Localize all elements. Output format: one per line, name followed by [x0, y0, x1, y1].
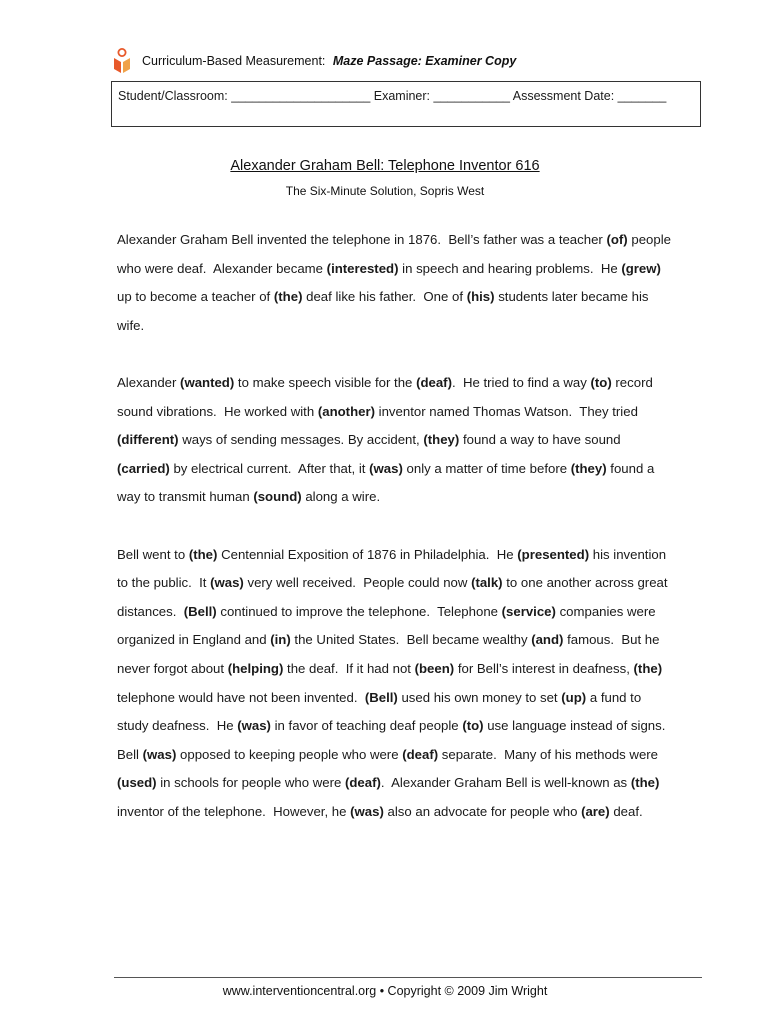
- passage-text: a fund to study deafness. He: [117, 689, 642, 734]
- maze-passage: [117, 226, 717, 855]
- passage-text: . He tried to find a way: [451, 374, 591, 390]
- maze-answer: (carried): [117, 460, 170, 476]
- maze-answer: (was): [142, 746, 177, 762]
- passage-text: people who were deaf. Alexander became: [117, 232, 671, 276]
- passage-text: in favor of teaching deaf people: [270, 718, 463, 734]
- passage-text: found a way to have sound: [462, 432, 621, 448]
- header-title: Maze Passage: Examiner Copy: [332, 54, 517, 68]
- passage-text: in schools for people who were: [156, 775, 345, 791]
- maze-answer: (interested): [326, 260, 399, 276]
- header-text: [142, 54, 516, 68]
- passage-text: Centennial Exposition of 1876 in Philadelphia. He: [217, 546, 518, 562]
- maze-answer: (was): [350, 803, 384, 819]
- maze-answer: (Bell): [183, 603, 217, 619]
- passage-text: . Alexander Graham Bell is well-known as: [380, 775, 631, 791]
- passage-text: very well received. People could now: [243, 575, 472, 591]
- passage-text: to make speech visible for the: [234, 374, 417, 390]
- maze-answer: (deaf): [416, 374, 452, 390]
- maze-answer: (Bell): [364, 689, 398, 705]
- passage-text: found a way to transmit human: [117, 460, 655, 505]
- maze-answer: (wanted): [180, 374, 235, 390]
- passage-text: opposed to keeping people who were: [176, 746, 403, 762]
- passage-text: inventor named Thomas Watson. They tried: [378, 403, 638, 419]
- passage-text: his invention to the public. It: [117, 546, 667, 591]
- maze-answer: (are): [581, 803, 610, 819]
- maze-answer: (to): [462, 718, 484, 734]
- passage-text: famous. But he never forgot about: [117, 632, 660, 676]
- footer-copyright: www.interventioncentral.org • Copyright © 2009 Jim Wright: [222, 984, 548, 998]
- passage-text: use language instead of signs. Bell: [117, 718, 666, 762]
- passage-paragraph: [117, 541, 717, 827]
- passage-text: along a wire.: [301, 489, 381, 505]
- maze-answer: (sound): [253, 489, 302, 505]
- passage-text: inventor of the telephone. However, he: [117, 803, 347, 819]
- passage-text: up to become a teacher of: [117, 289, 271, 305]
- maze-answer: (deaf): [344, 775, 381, 791]
- maze-answer: (was): [369, 460, 403, 476]
- student-info-box: Student/Classroom: ____________________ Examiner: ___________ Assessment Date: _______: [111, 81, 701, 127]
- passage-text: used his own money to set: [397, 689, 562, 705]
- maze-answer: (to): [590, 374, 612, 390]
- page-header: [112, 47, 516, 75]
- passage-text: telephone would have not been invented.: [117, 689, 358, 705]
- maze-answer: (his): [466, 289, 495, 305]
- passage-text: separate. Many of his methods were: [441, 746, 659, 762]
- passage-text: Alexander: [117, 374, 181, 390]
- maze-answer: (the): [273, 289, 303, 305]
- passage-text: by electrical current. After that, it: [169, 460, 370, 476]
- passage-text: Bell went to: [117, 546, 189, 562]
- passage-text: the deaf. If it had not: [283, 660, 415, 676]
- passage-text: to one another across great distances.: [117, 575, 668, 619]
- footer-divider: [114, 977, 702, 978]
- passage-text: deaf like his father. One of: [302, 289, 467, 305]
- passage-text: record sound vibrations. He worked with: [117, 374, 653, 419]
- passage-text: students later became his wife.: [117, 289, 649, 333]
- maze-answer: (in): [270, 632, 291, 648]
- intervention-central-logo-icon: [112, 48, 132, 74]
- maze-answer: (another): [317, 403, 375, 419]
- passage-paragraph: [117, 226, 717, 340]
- passage-text: for Bell’s interest in deafness,: [454, 660, 634, 676]
- maze-answer: (was): [237, 718, 271, 734]
- passage-text: only a matter of time before: [402, 460, 571, 476]
- maze-answer: (grew): [621, 260, 661, 276]
- passage-text: companies were organized in England and: [117, 603, 656, 648]
- passage-text: Alexander Graham Bell invented the telephone in 1876. Bell’s father was a teacher: [117, 232, 607, 247]
- maze-answer: (they): [423, 432, 460, 448]
- passage-text: the United States. Bell became wealthy: [290, 632, 532, 648]
- maze-answer: (helping): [227, 660, 284, 676]
- passage-text: also an advocate for people who: [383, 803, 582, 819]
- maze-answer: (service): [501, 603, 556, 619]
- maze-answer: (used): [117, 775, 157, 791]
- maze-answer: (talk): [471, 575, 503, 591]
- maze-answer: (and): [531, 632, 564, 648]
- passage-source: The Six-Minute Solution, Sopris West: [285, 184, 485, 198]
- passage-paragraph: [117, 369, 717, 512]
- passage-text: ways of sending messages. By accident,: [178, 432, 424, 448]
- maze-answer: (of): [606, 232, 628, 247]
- maze-answer: (the): [188, 546, 218, 562]
- maze-answer: (the): [633, 660, 663, 676]
- maze-answer: (the): [630, 775, 660, 791]
- maze-answer: (presented): [517, 546, 590, 562]
- passage-text: in speech and hearing problems. He: [398, 260, 622, 276]
- passage-title: Alexander Graham Bell: Telephone Inventor 616: [230, 158, 540, 174]
- header-prefix: Curriculum-Based Measurement:: [142, 54, 326, 68]
- passage-text: continued to improve the telephone. Telephone: [216, 603, 502, 619]
- maze-answer: (different): [117, 432, 179, 448]
- passage-text: deaf.: [609, 803, 643, 819]
- maze-answer: (was): [210, 575, 244, 591]
- maze-answer: (been): [414, 660, 455, 676]
- maze-answer: (up): [561, 689, 587, 705]
- maze-answer: (they): [570, 460, 607, 476]
- maze-answer: (deaf): [402, 746, 439, 762]
